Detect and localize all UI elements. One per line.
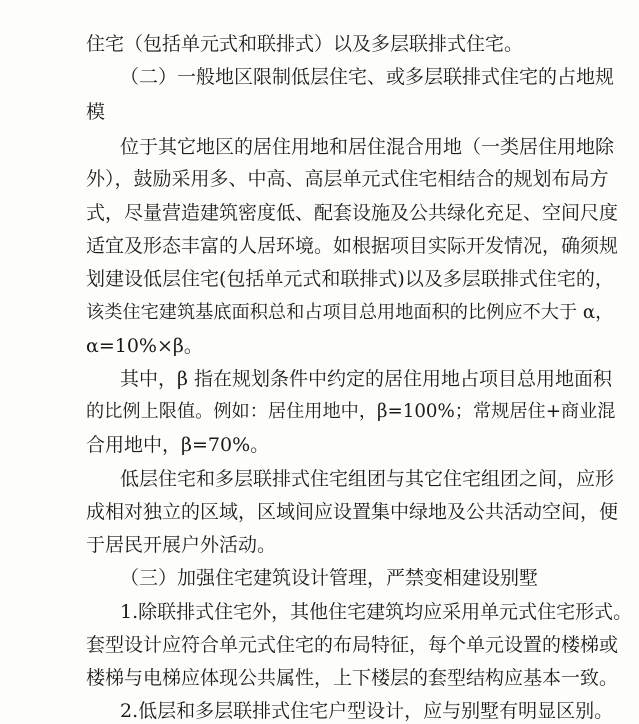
paragraph-line: 低层住宅和多层联排式住宅组团与其它住宅组团之间，应形 <box>120 468 615 490</box>
text-line: 住宅（包括单元式和联排式）以及多层联排式住宅。 <box>86 33 524 55</box>
paragraph-line: 于居民开展户外活动。 <box>86 534 277 556</box>
section-heading-continuation: 模 <box>86 101 106 123</box>
section-heading: （三）加强住宅建筑设计管理，严禁变相建设别墅 <box>120 567 539 589</box>
formula-line: α=10%×β。 <box>86 335 203 357</box>
paragraph-line: 该类住宅建筑基底面积总和占项目总用地面积的比例应不大于 α， <box>86 302 614 323</box>
paragraph-line: 适宜及形态丰富的人居环境。如根据项目实际开发情况，确须规 <box>86 235 619 257</box>
paragraph-line: 划建设低层住宅(包括单元式和联排式)以及多层联排式住宅的， <box>86 268 614 290</box>
paragraph-line: 外），鼓励采用多、中高、高层单元式住宅相结合的规划布局方 <box>86 168 609 190</box>
paragraph-line: 成相对独立的区域，区域间应设置集中绿地及公共活动空间，便 <box>86 501 619 523</box>
paragraph-line: 其中，β 指在规划条件中约定的居住用地占项目总用地面积 <box>120 368 613 390</box>
paragraph-line: 1.除联排式住宅外，其他住宅建筑均应采用单元式住宅形式。 <box>120 601 633 623</box>
paragraph-line: 楼梯与电梯应体现公共属性，上下楼层的套型结构应基本一致。 <box>86 667 619 689</box>
paragraph-line: 合用地中，β=70%。 <box>86 434 270 456</box>
paragraph-line: 位于其它地区的居住用地和居住混合用地（一类居住用地除 <box>120 136 615 158</box>
section-heading: （二）一般地区限制低层住宅、或多层联排式住宅的占地规 <box>120 66 615 88</box>
paragraph-line: 2.低层和多层联排式住宅户型设计，应与别墅有明显区别。 <box>120 700 614 722</box>
paragraph-line: 式，尽量营造建筑密度低、配套设施及公共绿化充足、空间尺度 <box>86 202 619 224</box>
paragraph-line: 的比例上限值。例如：居住用地中，β=100%；常规居住+商业混 <box>86 401 616 422</box>
paragraph-line: 套型设计应符合单元式住宅的布局特征，每个单元设置的楼梯或 <box>86 634 619 656</box>
